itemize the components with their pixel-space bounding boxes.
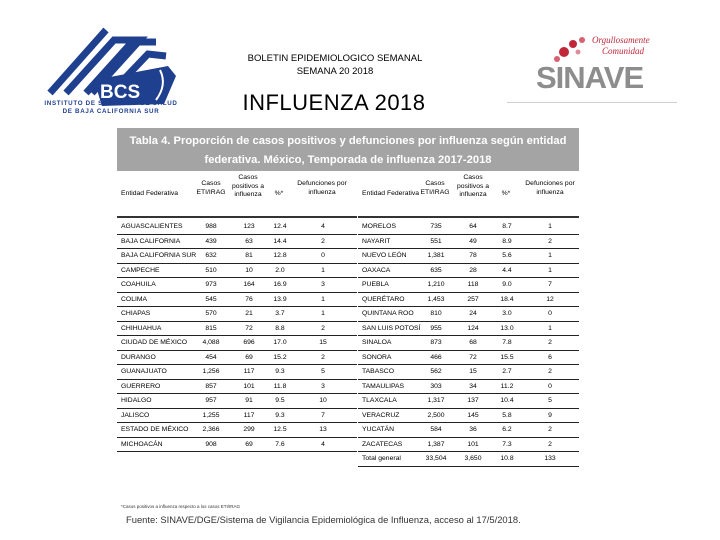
cases-cell: 873 <box>430 339 442 346</box>
percent-cell: 7.8 <box>502 339 512 346</box>
percent-cell: 2.0 <box>275 266 285 274</box>
entity-cell: GUERRERO <box>121 382 161 390</box>
positive-cell: 34 <box>469 382 477 390</box>
cases-cell: 908 <box>205 440 217 448</box>
deaths-cell: 3 <box>321 281 325 288</box>
sinave-logo <box>530 30 670 100</box>
deaths-cell: 1 <box>548 266 552 274</box>
percent-cell: 10.8 <box>500 455 514 462</box>
positive-cell: 28 <box>469 266 477 274</box>
deaths-cell: 15 <box>319 339 327 346</box>
table-row <box>119 380 355 395</box>
deaths-cell: 0 <box>321 252 325 259</box>
entity-cell: CAMPECHE <box>121 266 160 274</box>
entity-cell: CIUDAD DE MÉXICO <box>121 339 188 346</box>
cases-cell: 735 <box>430 223 442 230</box>
table-footnote: *Casos positivos a influenza respecto a los casos ETI/IRAG <box>121 504 241 509</box>
entity-cell: COLIMA <box>121 295 148 303</box>
table-row <box>360 452 577 467</box>
entity-cell: BAJA CALIFORNIA SUR <box>121 252 197 259</box>
percent-cell: 9.5 <box>275 397 285 404</box>
percent-cell: 18.4 <box>500 295 514 303</box>
percent-cell: 13.9 <box>273 295 287 303</box>
table-title-line1: Tabla 4. Proporción de casos positivos y defunciones por influenza según entidad <box>129 135 567 147</box>
table-row <box>119 336 355 351</box>
deaths-cell: 6 <box>548 353 552 361</box>
header-rule <box>358 216 579 218</box>
deaths-cell: 7 <box>548 281 552 288</box>
deaths-cell: 5 <box>321 368 325 375</box>
bcs-subtitle-line2: DE BAJA CALIFORNIA SUR <box>62 107 160 115</box>
cases-cell: 2,366 <box>202 426 220 433</box>
cases-cell: 2,500 <box>427 411 445 419</box>
cases-cell: 635 <box>430 266 442 274</box>
positive-cell: 101 <box>243 382 255 390</box>
table-row <box>119 351 355 366</box>
table-row <box>360 235 577 250</box>
deaths-cell: 2 <box>548 440 552 448</box>
cases-cell: 1,255 <box>202 411 220 419</box>
percent-cell: 9.3 <box>275 411 285 419</box>
table-row <box>119 264 355 279</box>
cases-cell: 545 <box>205 295 217 303</box>
percent-cell: 12.5 <box>273 426 287 433</box>
cases-cell: 439 <box>205 237 217 245</box>
source-note: Fuente: SINAVE/DGE/Sistema de Vigilancia Epidemiológica de Influenza, acceso al 17/5/2018. <box>126 514 521 525</box>
deaths-cell: 2 <box>321 353 325 361</box>
percent-cell: 5.8 <box>502 411 512 419</box>
deaths-cell: 1 <box>321 266 325 274</box>
deaths-cell: 1 <box>548 252 552 259</box>
positive-cell: 81 <box>245 252 253 259</box>
row-divider <box>117 451 357 452</box>
col-header-entity: Entidad Federativa <box>362 190 420 197</box>
positive-cell: 101 <box>467 440 479 448</box>
positive-cell: 257 <box>467 295 479 303</box>
deaths-cell: 2 <box>548 339 552 346</box>
bulletin-heading <box>230 52 440 78</box>
deaths-cell: 4 <box>321 440 325 448</box>
positive-cell: 78 <box>469 252 477 259</box>
cases-cell: 466 <box>430 353 442 361</box>
positive-cell: 696 <box>243 339 255 346</box>
percent-cell: 9.3 <box>275 368 285 375</box>
percent-cell: 3.7 <box>275 310 285 317</box>
bcs-subtitle-line1: INSTITUTO DE SERVICIOS DE SALUD <box>44 100 178 107</box>
cases-cell: 632 <box>205 252 217 259</box>
table-row <box>360 365 577 380</box>
cases-cell: 454 <box>205 353 217 361</box>
positive-cell: 21 <box>245 310 253 317</box>
cases-cell: 510 <box>205 266 217 274</box>
entity-cell: COAHUILA <box>121 281 156 288</box>
row-divider <box>358 466 579 467</box>
cases-cell: 857 <box>205 382 217 390</box>
deaths-cell: 7 <box>321 411 325 419</box>
bulletin-line1: BOLETIN EPIDEMIOLOGICO SEMANAL <box>247 53 423 64</box>
table-row <box>119 438 355 453</box>
table-row <box>119 409 355 424</box>
cases-cell: 815 <box>205 324 217 332</box>
col-header-positive: Casos positivos a influenza <box>456 174 490 198</box>
table-row <box>360 264 577 279</box>
col-header-percent: %* <box>501 190 511 197</box>
entity-cell: MORELOS <box>362 223 396 230</box>
positive-cell: 36 <box>469 426 477 433</box>
entity-cell: ESTADO DE MÉXICO <box>121 426 189 433</box>
table-row <box>119 293 355 308</box>
deaths-cell: 0 <box>548 310 552 317</box>
positive-cell: 15 <box>469 368 477 375</box>
positive-cell: 164 <box>243 281 255 288</box>
col-header-percent: %* <box>274 190 284 197</box>
entity-cell: PUEBLA <box>362 281 389 288</box>
entity-cell: HIDALGO <box>121 397 152 404</box>
deaths-cell: 3 <box>321 382 325 390</box>
percent-cell: 2.7 <box>502 368 512 375</box>
positive-cell: 117 <box>243 368 255 375</box>
positive-cell: 68 <box>469 339 477 346</box>
deaths-cell: 10 <box>319 397 327 404</box>
sinave-slogan-line1: Orgullosamente <box>592 35 650 45</box>
deaths-cell: 2 <box>548 368 552 375</box>
table-row <box>360 409 577 424</box>
deaths-cell: 9 <box>548 411 552 419</box>
deaths-cell: 1 <box>548 223 552 230</box>
table-row <box>119 322 355 337</box>
deaths-cell: 1 <box>321 295 325 303</box>
col-header-deaths: Defunciones por influenza <box>297 180 347 196</box>
entity-cell: CHIHUAHUA <box>121 324 162 332</box>
cases-cell: 303 <box>430 382 442 390</box>
percent-cell: 5.6 <box>502 252 512 259</box>
deaths-cell: 2 <box>321 324 325 332</box>
entity-cell: YUCATÁN <box>362 426 394 433</box>
cases-cell: 988 <box>205 223 217 230</box>
positive-cell: 49 <box>469 237 477 245</box>
bcs-institution-name <box>36 100 186 115</box>
deaths-cell: 2 <box>548 237 552 245</box>
table-row <box>119 394 355 409</box>
entity-cell: JALISCO <box>121 411 150 419</box>
deaths-cell: 12 <box>546 295 554 303</box>
percent-cell: 13.0 <box>500 324 514 332</box>
deaths-cell: 1 <box>321 310 325 317</box>
positive-cell: 76 <box>245 295 253 303</box>
col-header-deaths: Defunciones por influenza <box>525 180 575 196</box>
positive-cell: 117 <box>243 411 255 419</box>
table-row <box>360 293 577 308</box>
entity-cell: AGUASCALIENTES <box>121 223 183 230</box>
positive-cell: 3,650 <box>464 455 482 462</box>
percent-cell: 15.2 <box>273 353 287 361</box>
percent-cell: 14.4 <box>273 237 287 245</box>
positive-cell: 299 <box>243 426 255 433</box>
table-row <box>360 336 577 351</box>
cases-cell: 562 <box>430 368 442 375</box>
percent-cell: 17.0 <box>273 339 287 346</box>
cases-cell: 955 <box>430 324 442 332</box>
cases-cell: 1,387 <box>427 440 445 448</box>
table-row <box>360 351 577 366</box>
percent-cell: 11.8 <box>273 382 287 390</box>
sinave-text: SINAVE <box>536 60 644 95</box>
influenza-table <box>117 128 579 509</box>
positive-cell: 145 <box>467 411 479 419</box>
deaths-cell: 0 <box>548 382 552 390</box>
entity-cell: TAMAULIPAS <box>362 382 405 390</box>
percent-cell: 15.5 <box>500 353 514 361</box>
positive-cell: 63 <box>245 237 253 245</box>
positive-cell: 10 <box>245 266 253 274</box>
table-row <box>119 249 355 264</box>
table-row <box>360 380 577 395</box>
entity-cell: ZACATECAS <box>362 440 403 448</box>
percent-cell: 4.4 <box>502 266 512 274</box>
deaths-cell: 133 <box>544 455 556 462</box>
positive-cell: 91 <box>245 397 253 404</box>
table-title-line2: federativa. México, Temporada de influenza 2017-2018 <box>204 154 492 166</box>
entity-cell: SAN LUIS POTOSÍ <box>362 324 421 332</box>
cases-cell: 551 <box>430 237 442 245</box>
table-row <box>119 365 355 380</box>
cases-cell: 33,504 <box>425 455 447 462</box>
entity-cell: SINALOA <box>362 339 392 346</box>
cases-cell: 1,381 <box>427 252 445 259</box>
entity-cell: MICHOACÁN <box>121 440 163 448</box>
deaths-cell: 1 <box>548 324 552 332</box>
page-title: INFLUENZA 2018 <box>242 90 426 115</box>
percent-cell: 9.0 <box>502 281 512 288</box>
cases-cell: 4,088 <box>202 339 220 346</box>
entity-cell: GUANAJUATO <box>121 368 167 375</box>
table-row <box>360 307 577 322</box>
entity-cell: OAXACA <box>362 266 391 274</box>
positive-cell: 24 <box>469 310 477 317</box>
entity-cell: NAYARIT <box>362 237 391 245</box>
table-row <box>360 438 577 453</box>
cases-cell: 1,453 <box>427 295 445 303</box>
entity-cell: NUEVO LEÓN <box>362 252 407 259</box>
percent-cell: 7.6 <box>275 440 285 448</box>
percent-cell: 6.2 <box>502 426 512 433</box>
entity-cell: Total general <box>362 455 401 462</box>
deaths-cell: 2 <box>548 426 552 433</box>
cases-cell: 973 <box>205 281 217 288</box>
table-row <box>119 307 355 322</box>
cases-cell: 1,210 <box>427 281 445 288</box>
entity-cell: DURANGO <box>121 353 156 361</box>
entity-cell: QUERÉTARO <box>362 295 405 303</box>
positive-cell: 72 <box>469 353 477 361</box>
bulletin-line2: SEMANA 20 2018 <box>296 66 374 77</box>
positive-cell: 137 <box>467 397 479 404</box>
table-row <box>360 423 577 438</box>
cases-cell: 584 <box>430 426 442 433</box>
percent-cell: 8.9 <box>502 237 512 245</box>
positive-cell: 72 <box>245 324 253 332</box>
percent-cell: 10.4 <box>500 397 514 404</box>
sinave-slogan-line2: Comunidad <box>602 46 645 56</box>
entity-cell: CHIAPAS <box>121 310 151 317</box>
positive-cell: 123 <box>243 223 255 230</box>
cases-cell: 957 <box>205 397 217 404</box>
col-header-cases: Casos ETI/IRAG <box>196 180 226 196</box>
header-divider <box>507 102 677 103</box>
deaths-cell: 13 <box>319 426 327 433</box>
table-row <box>360 322 577 337</box>
table-row <box>119 220 355 235</box>
table-row <box>360 220 577 235</box>
cases-cell: 570 <box>205 310 217 317</box>
col-header-positive: Casos positivos a influenza <box>231 174 265 198</box>
percent-cell: 8.7 <box>502 223 512 230</box>
percent-cell: 8.8 <box>275 324 285 332</box>
table-row <box>119 423 355 438</box>
cases-cell: 1,256 <box>202 368 220 375</box>
sinave-logo-graphic <box>530 30 670 100</box>
col-header-entity: Entidad Federativa <box>121 190 179 197</box>
bcs-logo-text: BCS <box>100 82 141 103</box>
percent-cell: 7.3 <box>502 440 512 448</box>
table-row <box>360 394 577 409</box>
percent-cell: 12.4 <box>273 223 287 230</box>
entity-cell: TLAXCALA <box>362 397 397 404</box>
cases-cell: 810 <box>430 310 442 317</box>
table-row <box>360 278 577 293</box>
table-title <box>117 128 579 171</box>
positive-cell: 69 <box>245 440 253 448</box>
positive-cell: 124 <box>467 324 479 332</box>
entity-cell: BAJA CALIFORNIA <box>121 237 181 245</box>
deaths-cell: 5 <box>548 397 552 404</box>
deaths-cell: 2 <box>321 237 325 245</box>
table-row <box>360 249 577 264</box>
entity-cell: SONORA <box>362 353 392 361</box>
header-rule <box>117 216 357 218</box>
deaths-cell: 4 <box>321 223 325 230</box>
cases-cell: 1,317 <box>427 397 445 404</box>
percent-cell: 3.0 <box>502 310 512 317</box>
positive-cell: 118 <box>467 281 479 288</box>
entity-cell: VERACRUZ <box>362 411 400 419</box>
positive-cell: 69 <box>245 353 253 361</box>
percent-cell: 16.9 <box>273 281 287 288</box>
entity-cell: TABASCO <box>362 368 394 375</box>
percent-cell: 11.2 <box>500 382 514 390</box>
positive-cell: 64 <box>469 223 477 230</box>
percent-cell: 12.8 <box>273 252 287 259</box>
table-row <box>119 278 355 293</box>
table-row <box>119 235 355 250</box>
entity-cell: QUINTANA ROO <box>362 310 414 317</box>
col-header-cases: Casos ETI/IRAG <box>420 180 450 196</box>
